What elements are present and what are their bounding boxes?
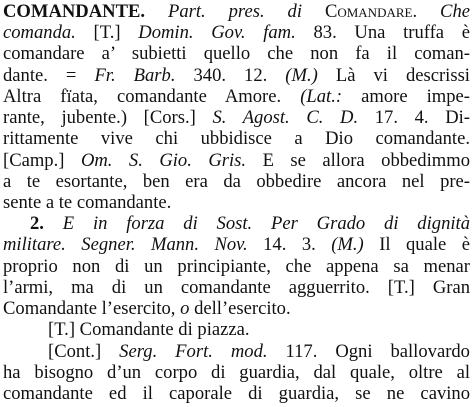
entry-line-4 [3,66,470,86]
definition-end: comanda. [3,23,76,44]
entry-line-7 [3,129,470,149]
citation-text: dante. = [3,65,77,86]
sense-definition: E in forza di Sost. Per Grado di dignità [62,214,470,235]
source-tag: [Cont.] [48,341,102,362]
entry-line-3 [3,44,470,64]
citation-text: Altra fïata, comandante Amore. [3,86,282,107]
entry-line-14 [3,278,470,298]
source-tag: [T.] [48,320,76,341]
citation-source: Segner. Mann. Nov. [81,235,248,256]
entry-line-19 [3,384,470,404]
citation-source: Domin. Gov. fam. [138,23,296,44]
citation-text: dell’esercito. [194,299,291,320]
citation-text: l’armi, ma di un comandante agguerrito. [3,277,370,298]
manuscript-mark: (M.) [331,235,364,256]
definition-start: Che [440,2,470,22]
citation-text: comandante ed il caporale di guardia, se ne cavino [3,384,470,404]
citation-source: Om. S. Gio. Gris. [80,150,247,171]
entry-line-2 [3,23,470,43]
citation-text: proprio non di un principiante, che appena sa menar [3,256,470,277]
latin-text: rante, jubente.) [Cors.] [3,108,196,129]
entry-line-8 [3,151,470,171]
entry-line-13 [3,257,470,277]
entry-line-9 [3,172,470,192]
citation-text: Gran [432,277,470,298]
citation-text: Comandante di piazza. [79,320,250,341]
source-tag: [T.] [93,23,121,44]
citation-number: 14. 3. [263,235,316,256]
citation-text: 83. Una truffa è [313,23,470,44]
entry-line-6 [3,108,470,128]
latin-text: amore impe- [361,86,470,107]
citation-source: Serg. Fort. mod. [119,341,268,362]
sense-definition: militare. [3,235,66,256]
verb-reference: Comandare. [324,2,418,22]
citation-number: 340. 12. [193,65,268,86]
citation-text: a te esortante, ben era da obbedire ancora nel pre- [3,171,470,192]
source-tag: [Camp.] [3,150,65,171]
entry-line-12 [3,235,470,255]
grammar-note: Part. pres. di [167,2,302,22]
entry-line-18 [3,363,470,383]
citation-text: Comandante l’esercito, [3,299,176,320]
citation-text: ha bisogno d’un corpo di guardia, dal quale, oltre al [3,362,470,383]
source-tag: [T.] [387,277,415,298]
entry-line-10 [3,193,470,213]
citation-text: Il quale è [379,235,470,256]
manuscript-mark: (M.) [285,65,318,86]
citation-text: sente a te comandante. [3,193,172,213]
entry-line-16 [48,320,470,340]
citation-text: 17. 4. Di- [374,108,470,129]
citation-source: Fr. Barb. [94,65,176,86]
citation-text: Là vi descrissi [335,65,470,86]
citation-text: 117. Ogni ballovardo [285,341,470,362]
latin-note: (Lat.: [300,86,343,107]
citation-text: rittamente vive chi ubbidisce a Dio comandante. [3,129,470,150]
citation-text: E se allora obbedimmo [262,150,470,171]
conjunction: o [180,299,190,320]
headword: COMANDANTE. [3,2,146,22]
entry-line-17 [48,342,470,362]
citation-source: S. Agost. C. D. [212,108,359,129]
entry-line-11 [30,214,470,234]
citation-text: comandare a’ subietti quello che non fa il coman- [3,44,470,65]
entry-line-1 [3,2,470,22]
entry-line-5 [3,87,470,107]
sense-number: 2. [30,214,44,235]
entry-line-15 [3,299,470,319]
